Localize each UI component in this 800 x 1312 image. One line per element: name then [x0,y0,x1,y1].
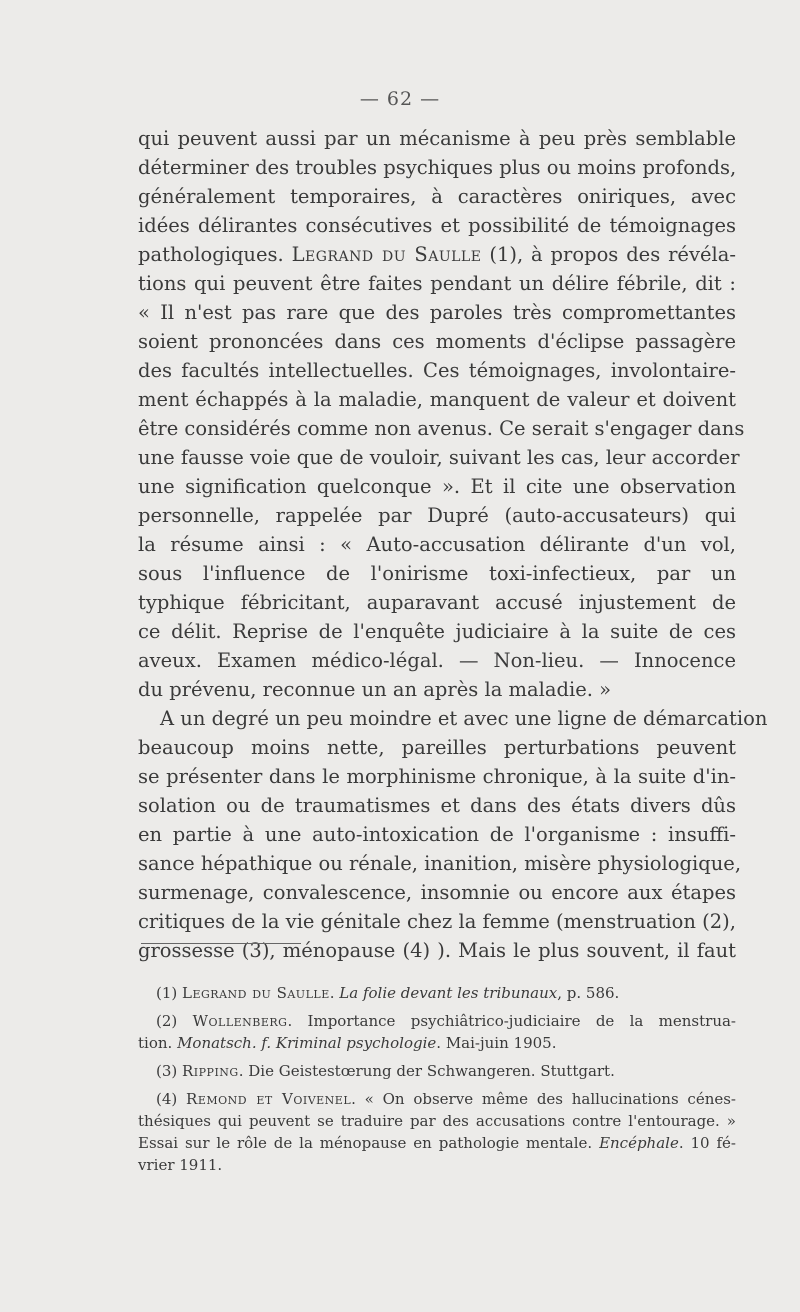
body-line: des facultés intellectuelles. Ces témoignages, involontaire- [138,359,736,382]
footnote-line [138,982,736,1004]
body-text [138,124,768,965]
footnote-author: Ripping [182,1062,239,1080]
footnote-author: Wollenberg [192,1012,288,1030]
footnote-text: , p. 586. [557,984,620,1002]
body-line: déterminer des troubles psychiques plus ou moins profonds, [138,156,737,179]
footnote-text: Essai sur le rôle de la ménopause en pathologie mentale. [138,1134,600,1152]
footnote-text: . 10 fé- [678,1134,737,1152]
footnote-line [138,1010,736,1032]
body-line: personnelle, rappelée par Dupré (auto-accusateurs) qui [138,504,736,527]
footnote-line [138,1154,736,1176]
footnote-line [138,1110,736,1132]
footnote [138,1088,736,1176]
body-line: « Il n'est pas rare que des paroles très compromettantes [138,301,736,324]
page-number: — 62 — [359,88,441,110]
footnote-line [138,1060,736,1082]
body-line: solation ou de traumatismes et dans des états divers dûs [138,794,736,817]
body-line: ce délit. Reprise de l'enquête judiciaire à la suite de ces [138,620,736,643]
footnote-title: La folie devant les tribunaux [339,984,558,1002]
body-line: la résume ainsi : « Auto-accusation délirante d'un vol, [138,533,736,556]
footnote-author: Legrand du Saulle [182,984,330,1002]
footnote-number: (1) [156,984,183,1002]
body-line: en partie à une auto-intoxication de l'organisme : insuffi- [138,823,736,846]
footnote-text: tion. [138,1034,178,1052]
body-line: généralement temporaires, à caractères oniriques, avec [138,185,736,208]
footnote-line [138,1088,736,1110]
line-text: (1), à propos des révéla- [481,243,736,266]
footnote-text: . Die Geistestœrung der Schwangeren. Stuttgart. [238,1062,615,1080]
author-name: Legrand du Saulle [291,243,482,266]
footnote-title: Encéphale [599,1134,679,1152]
footnote-text: . Mai-juin 1905. [436,1034,557,1052]
body-line: aveux. Examen médico-légal. — Non-lieu. — Innocence [138,649,736,672]
footnote-text: . [329,984,340,1002]
body-line [138,240,736,269]
footnotes [138,982,736,1182]
footnote-author: Remond et Voivenel [186,1090,352,1108]
body-line: une fausse voie que de vouloir, suivant les cas, leur accorder [138,446,740,469]
footnote [138,982,736,1004]
footnote [138,1010,736,1054]
footnote-separator [141,943,301,944]
footnote-number: (4) [156,1090,187,1108]
footnote-text: . « On observe même des hallucinations cénes- [351,1090,737,1108]
body-line: se présenter dans le morphinisme chronique, à la suite d'in- [138,765,736,788]
body-line: A un degré un peu moindre et avec une ligne de démarcation [160,707,768,730]
body-line: typhique fébricitant, auparavant accusé injustement de [138,591,736,614]
line-text: pathologiques. [138,243,292,266]
body-line: ment échappés à la maladie, manquent de valeur et doivent [138,388,736,411]
body-line: idées délirantes consécutives et possibilité de témoignages [138,214,736,237]
footnote-text: vrier 1911. [138,1156,223,1174]
footnote-text: thésiques qui peuvent se traduire par des accusations contre l'entourage. » [138,1112,736,1130]
footnote-line [138,1032,736,1054]
body-line: sous l'influence de l'onirisme toxi-infectieux, par un [138,562,736,585]
body-line: qui peuvent aussi par un mécanisme à peu près semblable [138,127,736,150]
body-line: critiques de la vie génitale chez la femme (menstruation (2), [138,910,736,933]
footnote-title: Monatsch. f. Kriminal psychologie [177,1034,437,1052]
body-line: tions qui peuvent être faites pendant un délire fébrile, dit : [138,272,736,295]
body-line: être considérés comme non avenus. Ce serait s'engager dans [138,417,745,440]
footnote-number: (3) [156,1062,183,1080]
body-line: grossesse (3), ménopause (4) ). Mais le plus souvent, il faut [138,939,736,962]
body-line: soient prononcées dans ces moments d'éclipse passagère [138,330,736,353]
footnote-line [138,1132,736,1154]
body-line: beaucoup moins nette, pareilles perturbations peuvent [138,736,736,759]
footnote-number: (2) [156,1012,193,1030]
body-line: surmenage, convalescence, insomnie ou encore aux étapes [138,881,736,904]
footnote-text: . Importance psychiâtrico-judiciaire de la menstrua- [287,1012,737,1030]
footnote [138,1060,736,1082]
body-line: du prévenu, reconnue un an après la maladie. » [138,678,612,701]
body-line: sance hépathique ou rénale, inanition, misère physiologique, [138,852,742,875]
body-line: une signification quelconque ». Et il cite une observation [138,475,736,498]
